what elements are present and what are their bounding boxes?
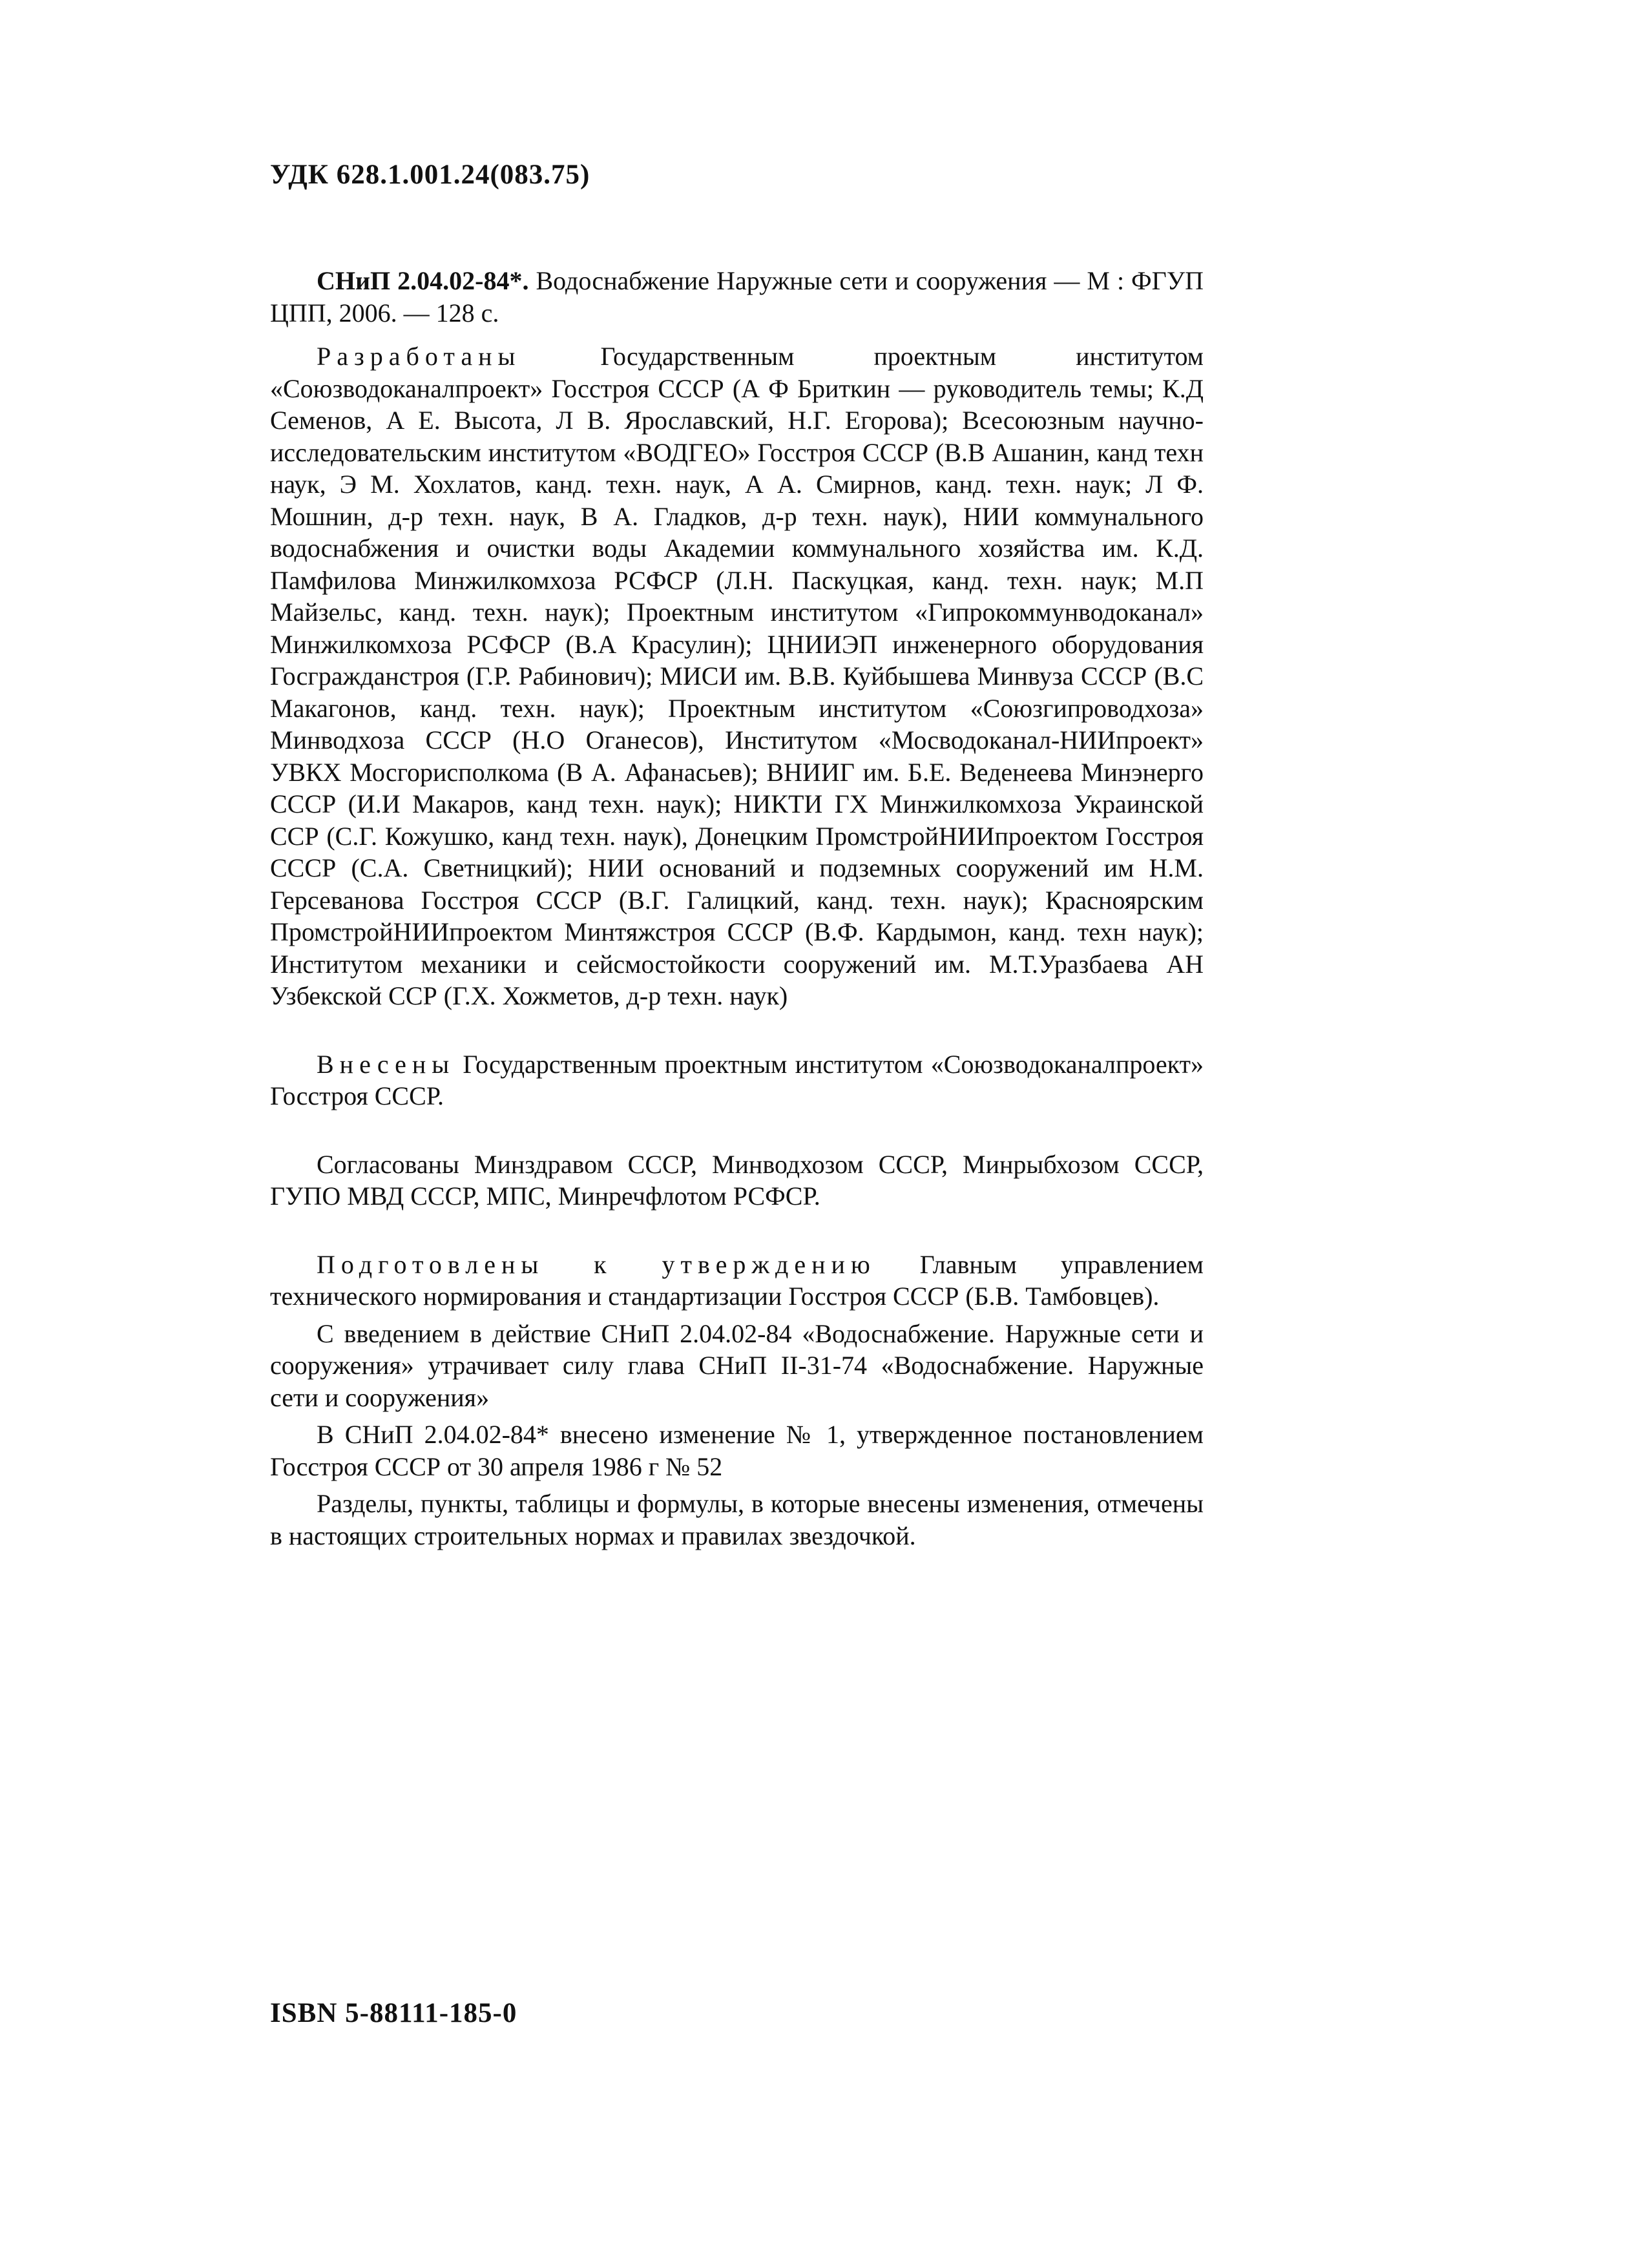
developed-text: Государственным проектным институтом «Союзводоканалпроект» Госстроя СССР (А Ф Бриткин — руководитель темы; К.Д Семенов, А Е. Высота, Л В. Ярославский, Н.Г. Егорова); Всесоюзным научно-исследовательским институтом «ВОДГЕО» Госстроя СССР (В.В Ашанин, канд техн наук, Э М. Хохлатов, канд. техн. наук, А А. Смирнов, канд. техн. наук; Л Ф. Мошнин, д-р техн. наук, В А. Гладков, д-р техн. наук), НИИ коммунального водоснабжения и очистки воды Академии коммунального хозяйства им. К.Д. Памфилова Минжилкомхоза РСФСР (Л.Н. Паскуцкая, канд. техн. наук; М.П Майзельс, канд. техн. наук); Проектным институтом «Гипрокоммунводоканал» Минжилкомхоза РСФСР (В.А Красулин); ЦНИИЭП инженерного оборудования Госгражданстроя (Г.Р. Рабинович); МИСИ им. В.В. Куйбышева Минвуза СССР (В.С Макагонов, канд. техн. наук); Проектным институтом «Союзгипроводхоза» Минводхоза СССР (Н.О Оганесов), Институтом «Мосводоканал-НИИпроект» УВКХ Мосгорисполкома (В А. Афанасьев); ВНИИГ им. Б.Е. Веденеева Минэнерго СССР (И.И Макаров, канд техн. наук); НИКТИ ГХ Минжилкомхоза Украинской ССР (С.Г. Кожушко, канд техн. наук), Донецким ПромстройНИИпроектом Госстроя СССР (С.А. Светницкий); НИИ оснований и подземных сооружений им Н.М. Герсеванова Госстроя СССР (В.Г. Галицкий, канд. техн. наук); Красноярским ПромстройНИИпроектом Минтяжстроя СССР (В.Ф. Кардымон, канд. техн наук); Институтом механики и сейсмостойкости сооружений им. М.Т.Уразбаева АН Узбекской ССР (Г.Х. Хожметов, д-р техн. наук) xyxy=(270,342,1204,1010)
introduced-paragraph xyxy=(270,1048,1204,1112)
introduced-lead: Внесены xyxy=(317,1049,455,1079)
prepared-paragraph xyxy=(270,1249,1204,1313)
developed-lead: Разработаны xyxy=(317,342,521,371)
imprint-body xyxy=(270,265,1204,1552)
document-code: СНиП 2.04.02-84*. xyxy=(317,266,529,295)
citation-paragraph xyxy=(270,265,1204,329)
isbn: ISBN 5-88111-185-0 xyxy=(270,1998,517,2028)
prepared-text: Главным управлением технического нормирования и стандартизации Госстроя СССР (Б.В. Тамбовцев). xyxy=(270,1249,1204,1311)
agreed-paragraph: Согласованы Минздравом СССР, Минводхозом СССР, Минрыбхозом СССР, ГУПО МВД СССР, МПС, Минречфлотом РСФСР. xyxy=(270,1149,1204,1211)
udk-code: УДК 628.1.001.24(083.75) xyxy=(270,160,590,190)
amendment-paragraph: В СНиП 2.04.02-84* внесено изменение № 1, утвержденное постановлением Госстроя СССР от 30 апреля 1986 г № 52 xyxy=(270,1420,1204,1481)
replacement-paragraph: С введением в действие СНиП 2.04.02-84 «Водоснабжение. Наружные сети и сооружения» утрачивает силу глава СНиП II-31-74 «Водоснабжение. Наружные сети и сооружения» xyxy=(270,1318,1204,1412)
citation-text: Водоснабжение Наружные сети и сооружения — М : ФГУП ЦПП, 2006. — 128 с. xyxy=(270,266,1204,328)
asterisk-note-paragraph: Разделы, пункты, таблицы и формулы, в которые внесены изменения, отмечены в настоящих строительных нормах и правилах звездочкой. xyxy=(270,1489,1204,1550)
prepared-lead: Подготовлены к утверждению xyxy=(317,1249,876,1279)
developers-paragraph xyxy=(270,340,1204,1012)
introduced-text: Государственным проектным институтом «Союзводоканалпроект» Госстроя СССР. xyxy=(270,1049,1204,1110)
